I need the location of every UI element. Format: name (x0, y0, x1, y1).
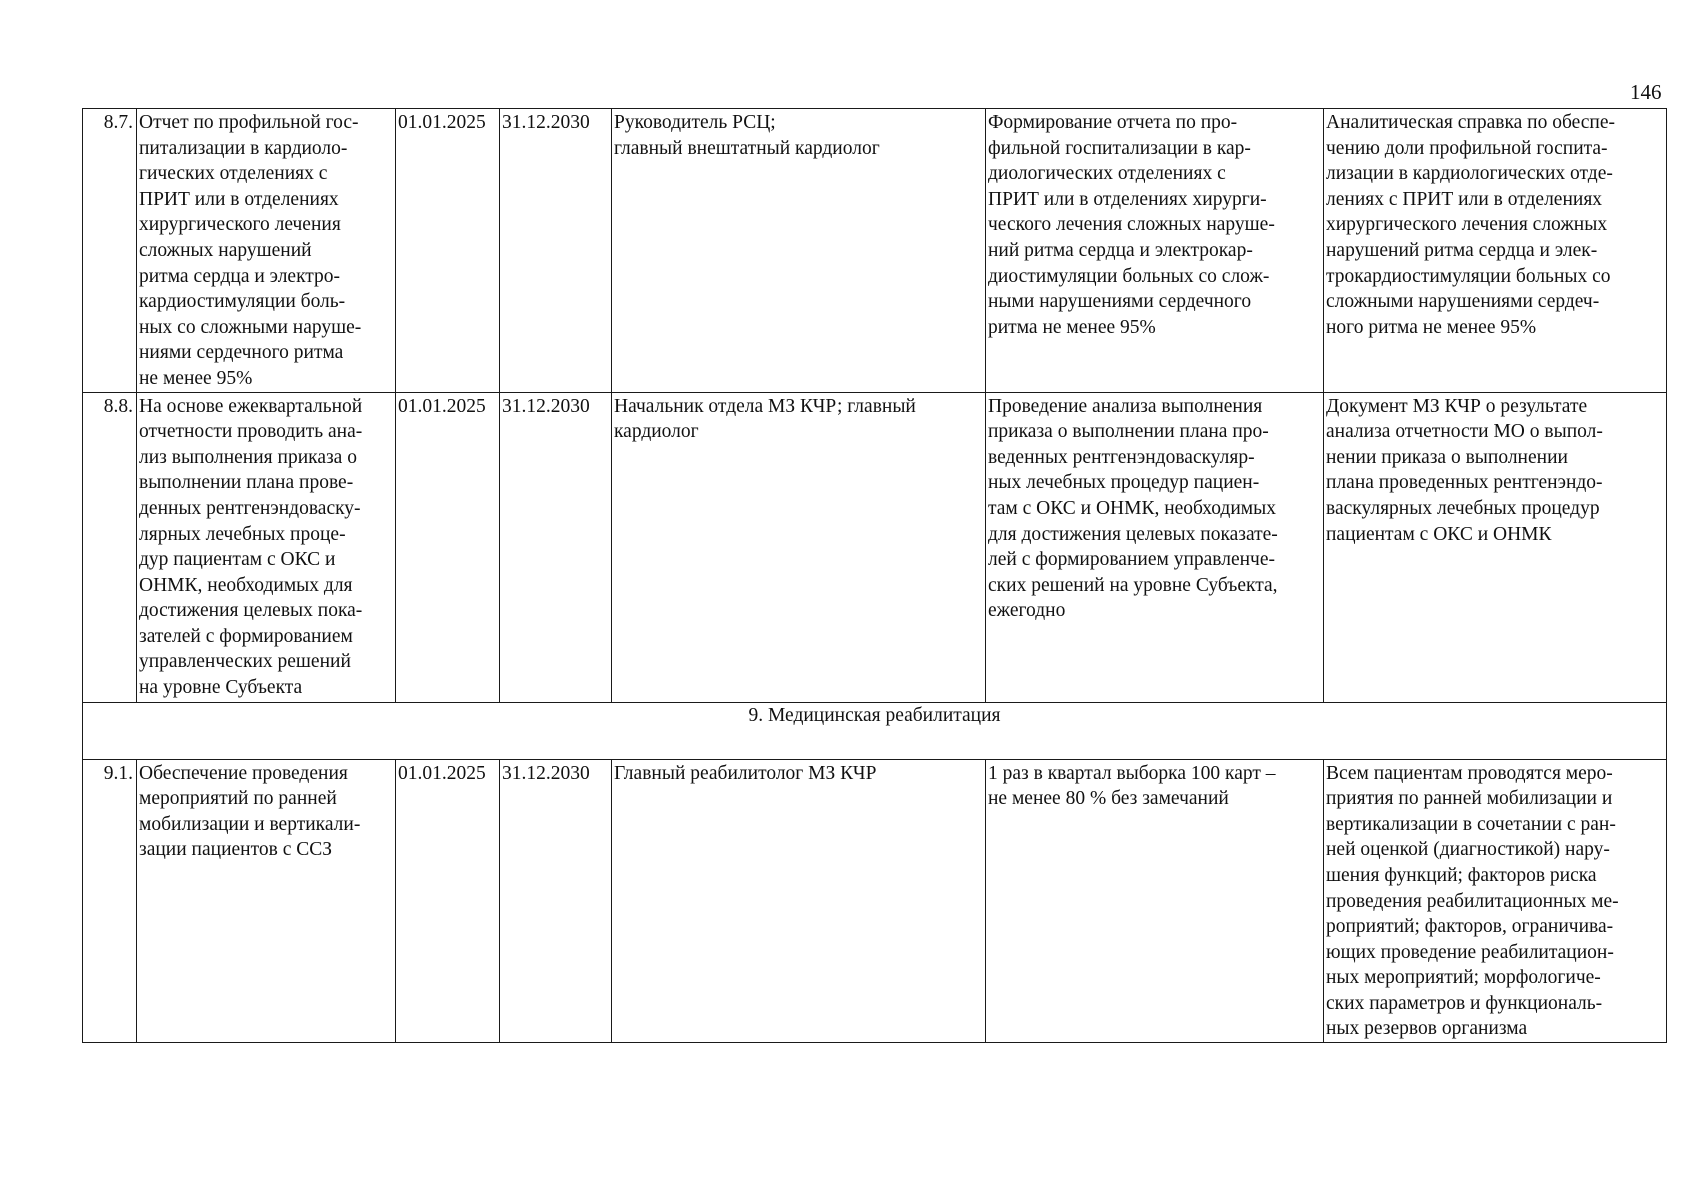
end-date-cell: 31.12.2030 (500, 759, 612, 1043)
table-row (83, 392, 1667, 702)
section-header-row (83, 702, 1667, 759)
result-cell: Аналитическая справка по обеспе- чению доли профильной госпита- лизации в кардиологических отде- лениях с ПРИТ или в отделениях хирургического лечения сложных нарушений ритма сердца и элек- трокардиостимуляции больных со сложными нарушениями сердеч- ного ритма не менее 95% (1324, 109, 1667, 393)
row-number: 8.8. (83, 392, 137, 702)
characteristic-cell: 1 раз в квартал выборка 100 карт – не менее 80 % без замечаний (986, 759, 1324, 1043)
measures-table (82, 108, 1667, 1043)
task-cell: Отчет по профильной гос- питализации в кардиоло- гических отделениях с ПРИТ или в отделениях хирургического лечения сложных нарушений ритма сердца и электро- кардиостимуляции боль- ных со сложными наруше- ниями сердечного ритма не менее 95% (137, 109, 396, 393)
end-date-cell: 31.12.2030 (500, 109, 612, 393)
start-date-cell: 01.01.2025 (396, 109, 500, 393)
section-title: 9. Медицинская реабилитация (83, 702, 1667, 759)
row-number: 8.7. (83, 109, 137, 393)
start-date-cell: 01.01.2025 (396, 392, 500, 702)
page-number: 146 (1630, 80, 1662, 104)
task-cell: На основе ежеквартальной отчетности проводить ана- лиз выполнения приказа о выполнении плана прове- денных рентгенэндоваску- лярных лечебных проце- дур пациентам с ОКС и ОНМК, необходимых для достижения целевых пока- зателей с формированием управленческих решений на уровне Субъекта (137, 392, 396, 702)
responsible-cell: Начальник отдела МЗ КЧР; главный кардиолог (612, 392, 986, 702)
characteristic-cell: Формирование отчета по про- фильной госпитализации в кар- диологических отделениях с ПРИТ или в отделениях хирурги- ческого лечения сложных наруше- ний ритма сердца и электрокар- диостимуляции больных со слож- ными нарушениями сердечного ритма не менее 95% (986, 109, 1324, 393)
task-cell: Обеспечение проведения мероприятий по ранней мобилизации и вертикали- зации пациентов с ССЗ (137, 759, 396, 1043)
result-cell: Всем пациентам проводятся меро- приятия по ранней мобилизации и вертикализации в сочетании с ран- ней оценкой (диагностикой) нару- шения функций; факторов риска проведения реабилитационных ме- роприятий; факторов, ограничива- ющих проведение реабилитацион- ных мероприятий; морфологиче- ских параметров и функциональ- ных резервов организма (1324, 759, 1667, 1043)
responsible-cell: Главный реабилитолог МЗ КЧР (612, 759, 986, 1043)
table-row (83, 109, 1667, 393)
row-number: 9.1. (83, 759, 137, 1043)
start-date-cell: 01.01.2025 (396, 759, 500, 1043)
characteristic-cell: Проведение анализа выполнения приказа о выполнении плана про- веденных рентгенэндоваскуляр- ных лечебных процедур пациен- там с ОКС и ОНМК, необходимых для достижения целевых показате- лей с формированием управленче- ских решений на уровне Субъекта, ежегодно (986, 392, 1324, 702)
table-row (83, 759, 1667, 1043)
responsible-cell: Руководитель РСЦ; главный внештатный кардиолог (612, 109, 986, 393)
end-date-cell: 31.12.2030 (500, 392, 612, 702)
result-cell: Документ МЗ КЧР о результате анализа отчетности МО о выпол- нении приказа о выполнении плана проведенных рентгенэндо- васкулярных лечебных процедур пациентам с ОКС и ОНМК (1324, 392, 1667, 702)
